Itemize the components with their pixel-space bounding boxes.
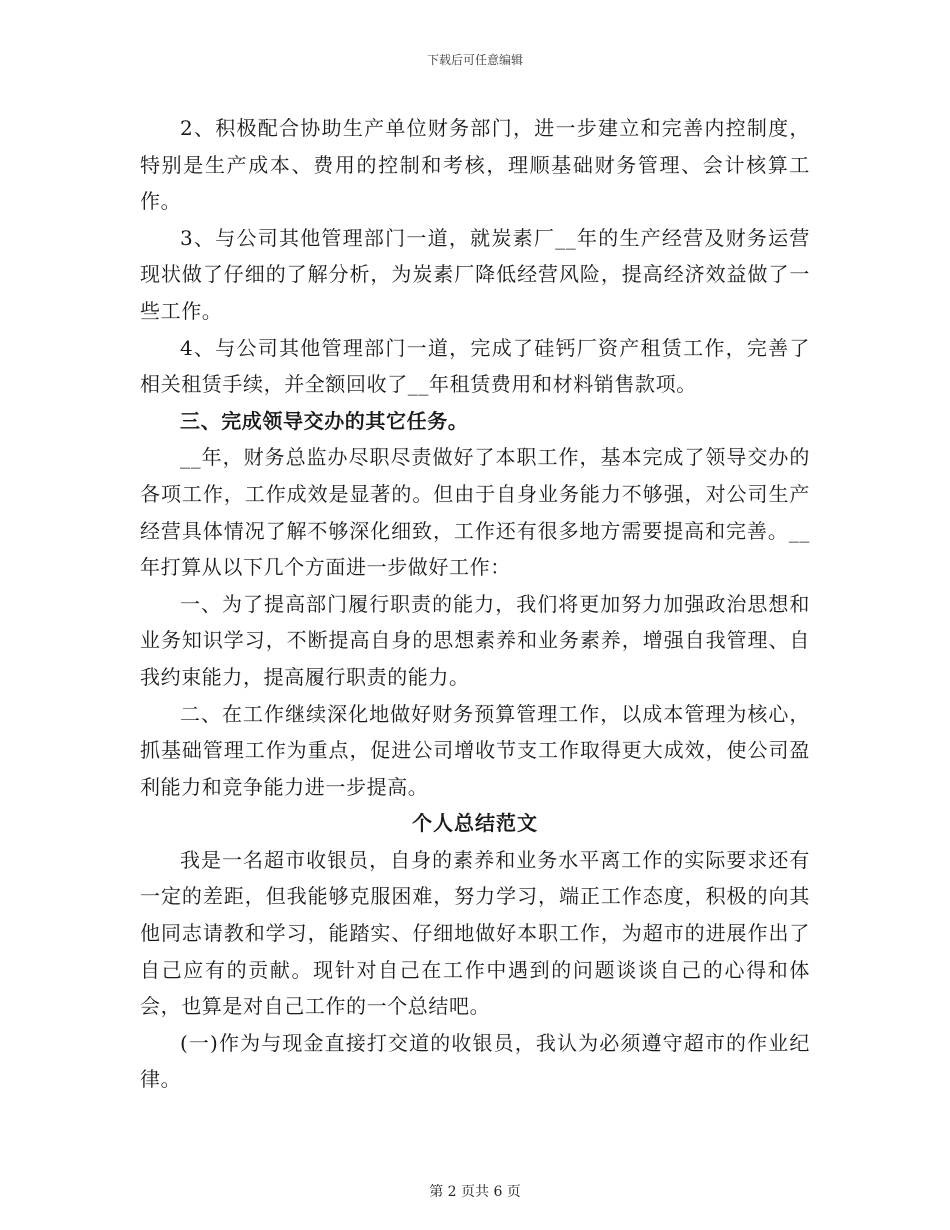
paragraph-point-1: (一)作为与现金直接打交道的收银员，我认为必须遵守超市的作业纪律。 [140,1030,810,1092]
document-title: 个人总结范文 [412,811,538,836]
paragraph-intro: 我是一名超市收银员，自身的素养和业务水平离工作的实际要求还有一定的差距，但我能够克服困难，努力学习，端正工作态度，积极的向其他同志请教和学习，能踏实、仔细地做好本职工作，为超市的进展作出了自己应有的贡献。现针对自己在工作中遇到的问题谈谈自己的心得和体会，也算是对自己工作的一个总结吧。 [140,847,810,1019]
page-footer: 第 2 页共 6 页 [429,1184,521,1200]
paragraph-plan-1: 一、为了提高部门履行职责的能力，我们将更加努力加强政治思想和业务知识学习，不断提高自身的思想素养和业务素养，增强自我管理、自我约束能力，提高履行职责的能力。 [140,591,810,689]
paragraph-item-2: 2、积极配合协助生产单位财务部门，进一步建立和完善内控制度，特别是生产成本、费用的控制和考核，理顺基础财务管理、会计核算工作。 [140,116,810,214]
page-header: 下载后可任意编辑 [426,53,523,67]
section-heading-3: 三、完成领导交办的其它任务。 [180,408,469,433]
document-body [140,110,810,1098]
paragraph-item-4: 4、与公司其他管理部门一道，完成了硅钙厂资产租赁工作，完善了相关租赁手续，并全额回收了__年租赁费用和材料销售款项。 [140,335,810,397]
paragraph-plan-2: 二、在工作继续深化地做好财务预算管理工作，以成本管理为核心，抓基础管理工作为重点，促进公司增收节支工作取得更大成效，使公司盈利能力和竞争能力进一步提高。 [140,701,810,799]
paragraph-item-3: 3、与公司其他管理部门一道，就炭素厂__年的生产经营及财务运营现状做了仔细的了解分析，为炭素厂降低经营风险，提高经济效益做了一些工作。 [140,225,810,323]
paragraph-summary: __年，财务总监办尽职尽责做好了本职工作，基本完成了领导交办的各项工作，工作成效是显著的。但由于自身业务能力不够强，对公司生产经营具体情况了解不够深化细致，工作还有很多地方需要提高和完善。__年打算从以下几个方面进一步做好工作： [140,445,810,580]
